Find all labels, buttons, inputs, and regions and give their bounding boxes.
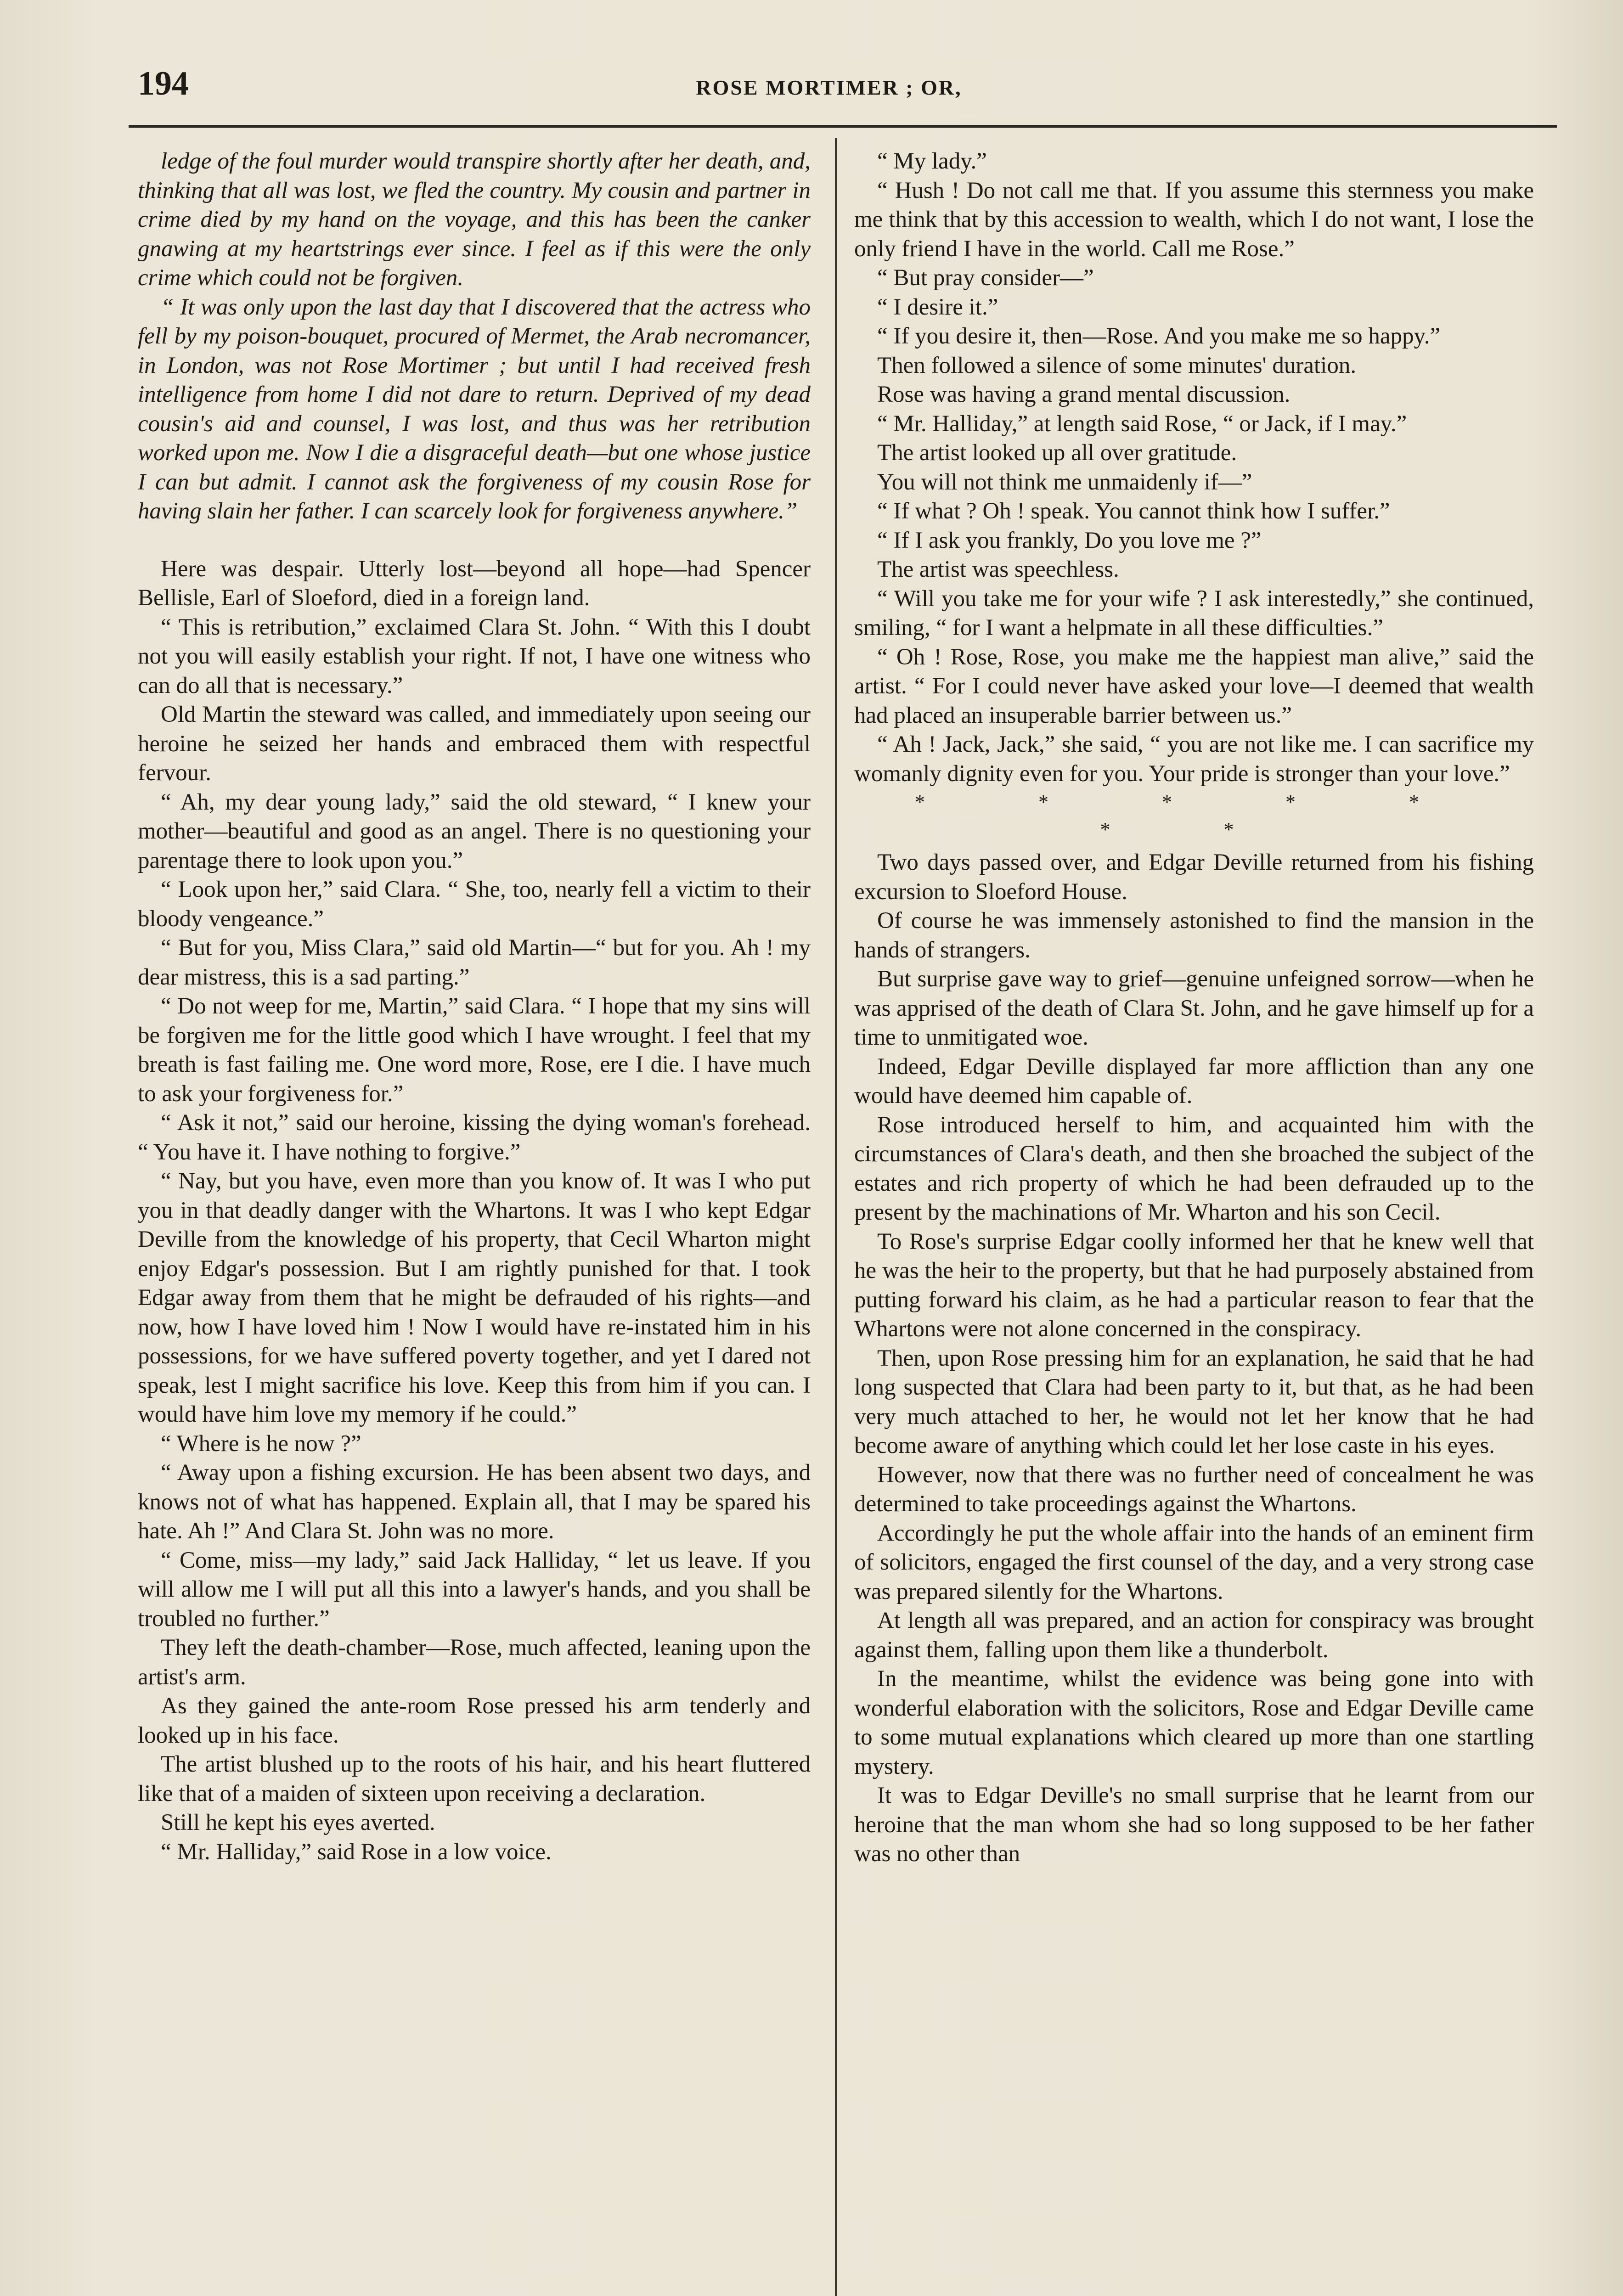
paragraph: The artist blushed up to the roots of his hair, and his heart fluttered like that of a maiden of sixteen upon receiving a declaration. (138, 1751, 811, 1806)
right-column-second-part (854, 848, 1534, 1869)
paragraph: Accordingly he put the whole affair into the hands of an eminent firm of solicitors, engaged the first counsel of the day, and a very strong case was prepared silently for the Whartons. (854, 1520, 1534, 1604)
paragraph: “ Mr. Halliday,” said Rose in a low voice. (161, 1839, 552, 1865)
paragraph: It was to Edgar Deville's no small surprise that he learnt from our heroine that the man whom she had so long supposed to be her father was no other than (854, 1783, 1534, 1867)
paragraph: In the meantime, whilst the evidence was being gone into with wonderful elaboration with the solicitors, Rose and Edgar Deville came to some mutual explanations which cleared up more than one startling mystery. (854, 1666, 1534, 1779)
paragraph: “ If you desire it, then—Rose. And you make me so happy.” (877, 323, 1441, 349)
paragraph: “ But for you, Miss Clara,” said old Martin—“ but for you. Ah ! my dear mistress, this is a sad parting.” (138, 935, 811, 990)
paragraph: “ If what ? Oh ! speak. You cannot think how I suffer.” (877, 498, 1390, 524)
paragraph: Then followed a silence of some minutes' duration. (877, 352, 1357, 378)
paragraph: Rose was having a grand mental discussion. (877, 382, 1291, 407)
page-number: 194 (138, 65, 189, 102)
paragraph: The artist looked up all over gratitude. (877, 440, 1237, 466)
paragraph: “ But pray consider—” (877, 265, 1094, 291)
paragraph: “ Where is he now ?” (161, 1430, 361, 1457)
paragraph: Of course he was immensely astonished to find the mansion in the hands of strangers. (854, 908, 1534, 963)
paragraph: ledge of the foul murder would transpire shortly after her death, and, thinking that all was lost, we fled the country. My cousin and partner in crime died by my hand on the voyage, and this has been the canker gnawing at my heartstrings ever since. I feel as if this were the only crime which could not be forgiven. (138, 148, 811, 291)
paragraph: “ It was only upon the last day that I discovered that the actress who fell by my poison-bouquet, procured of Mermet, the Arab necromancer, in London, was not Rose Mortimer ; but until I had received fresh intelligence from home I did not dare to return. Deprived of my dead cousin's aid and counsel, I was lost, and thus was her retribution worked upon me. Now I die a disgraceful death—but one whose justice I can but admit. I cannot ask the forgiveness of my cousin Rose for having slain her father. I can scarcely look for forgiveness anywhere.” (138, 294, 811, 524)
paragraph: “ I desire it.” (877, 294, 998, 320)
header-rule (129, 125, 1557, 128)
paragraph: But surprise gave way to grief—genuine unfeigned sorrow—when he was apprised of the death of Clara St. John, and he gave himself up for a time to unmitigated woe. (854, 966, 1534, 1050)
paragraph: However, now that there was no further need of concealment he was determined to take proceedings against the Whartons. (854, 1462, 1534, 1517)
paragraph: Old Martin the steward was called, and immediately upon seeing our heroine he seized her hands and embraced them with respectful fervour. (138, 702, 811, 786)
page-header (106, 55, 1552, 119)
paragraph: Here was despair. Utterly lost—beyond all hope—had Spencer Bellisle, Earl of Sloeford, died in a foreign land. (138, 556, 811, 611)
paragraph: “ Ah ! Jack, Jack,” she said, “ you are not like me. I can sacrifice my womanly dignity even for you. Your pride is stronger than your love.” (854, 732, 1534, 787)
paragraph: At length all was prepared, and an action for conspiracy was brought against them, falling upon them like a thunderbolt. (854, 1608, 1534, 1663)
paragraph: You will not think me unmaidenly if—” (877, 469, 1252, 495)
paragraph: “ Come, miss—my lady,” said Jack Halliday, “ let us leave. If you will allow me I will put all this into a lawyer's hands, and you shall be troubled no further.” (138, 1547, 811, 1632)
paragraph: “ Ask it not,” said our heroine, kissing the dying woman's forehead. “ You have it. I have nothing to forgive.” (138, 1110, 811, 1165)
paragraph: “ If I ask you frankly, Do you love me ?” (877, 527, 1262, 553)
running-title: ROSE MORTIMER ; OR, (696, 76, 962, 99)
paragraph: As they gained the ante-room Rose pressed his arm tenderly and looked up in his face. (138, 1693, 811, 1748)
paragraph: Rose introduced herself to him, and acquainted him with the circumstances of Clara's death, and then she broached the subject of the estates and rich property of which he had been defrauded up to the present by the machinations of Mr. Wharton and his son Cecil. (854, 1112, 1534, 1225)
paragraph: “ Will you take me for your wife ? I ask interestedly,” she continued, smiling, “ for I want a helpmate in all these difficulties.” (854, 585, 1534, 641)
left-column (138, 147, 811, 1867)
right-column (854, 147, 1534, 1869)
paragraph: “ Look upon her,” said Clara. “ She, too, nearly fell a victim to their bloody vengeance.” (138, 877, 811, 932)
paragraph: “ Oh ! Rose, Rose, you make me the happiest man alive,” said the artist. “ For I could never have asked your love—I deemed that wealth had placed an insuperable barrier between us.” (854, 644, 1534, 728)
right-column-first-part (854, 147, 1534, 788)
paragraph: Indeed, Edgar Deville displayed far more affliction than any one would have deemed him capable of. (854, 1053, 1534, 1109)
paragraph: “ Ah, my dear young lady,” said the old steward, “ I knew your mother—beautiful and good as an angel. There is no questioning your parentage there to look upon you.” (138, 789, 811, 873)
paragraph: Two days passed over, and Edgar Deville returned from his fishing excursion to Sloeford House. (854, 850, 1534, 905)
paragraph: The artist was speechless. (877, 557, 1119, 582)
paragraph: “ Nay, but you have, even more than you know of. It was I who put you in that deadly danger with the Whartons. It was I who kept Edgar Deville from the knowledge of his property, that Cecil Wharton might enjoy Edgar's possession. But I am rightly punished for that. I took Edgar away from them that he might be defrauded of his rights—and now, how I have loved him ! Now I would have re-instated him in his possessions, for we have suffered poverty together, and yet I dared not speak, lest I might sacrifice his love. Keep this from him if you can. I would have him love my memory if he could.” (138, 1168, 811, 1427)
paragraph: “ My lady.” (877, 148, 987, 174)
paragraph: To Rose's surprise Edgar coolly informed her that he knew well that he was the heir to the property, but that he had purposely abstained from putting forward his claim, as he had a particular reason to fear that the Whartons were not alone concerned in the conspiracy. (854, 1228, 1534, 1342)
paragraph: They left the death-chamber—Rose, much affected, leaning upon the artist's arm. (138, 1635, 811, 1690)
paragraph: Then, upon Rose pressing him for an explanation, he said that he had long suspected that Clara had been party to it, but that, as he had been very much attached to her, he would not let her know that he had become aware of anything which could let her lose caste in his eyes. (854, 1345, 1534, 1458)
paragraph: “ Hush ! Do not call me that. If you assume this sternness you make me think that by this accession to wealth, which I do not want, I lose the only friend I have in the world. Call me Rose.” (854, 177, 1534, 262)
section-break: * * * * * * * (915, 791, 1473, 841)
paragraph: “ Away upon a fishing excursion. He has been absent two days, and knows not of what has happened. Explain all, that I may be spared his hate. Ah !” And Clara St. John was no more. (138, 1460, 811, 1544)
paragraph: “ Mr. Halliday,” at length said Rose, “ or Jack, if I may.” (877, 411, 1407, 437)
column-divider (835, 138, 837, 2296)
paragraph: “ Do not weep for me, Martin,” said Clara. “ I hope that my sins will be forgiven me for the little good which I have wrought. I feel that my breath is fast failing me. One word more, Rose, ere I die. I have much to ask your forgiveness for.” (138, 993, 811, 1107)
paragraph: Still he kept his eyes averted. (161, 1810, 435, 1835)
paragraph: “ This is retribution,” exclaimed Clara St. John. “ With this I doubt not you will easily establish your right. If not, I have one witness who can do all that is necessary.” (138, 614, 811, 698)
